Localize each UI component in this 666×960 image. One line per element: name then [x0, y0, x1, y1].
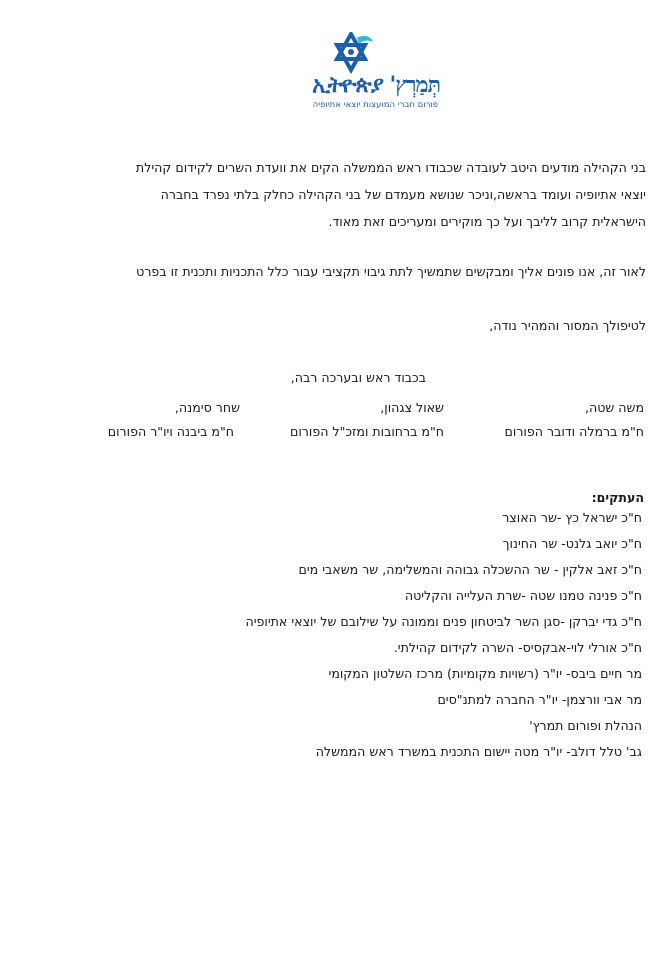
signatory-name: שחר סימנה, — [174, 400, 240, 415]
copy-item: מר אבי וורצמן- יו"ר החברה למתנ"סים — [437, 692, 642, 707]
signatory-name: משה שטה, — [584, 400, 644, 415]
signatory-role: ח"מ ברחובות ומזכ"ל הפורום — [290, 424, 444, 439]
body-line-2: יוצאי אתיופיה ועומד בראשה,וניכר שנושא מעמדם של בני הקהילה כחלק בלתי נפרד בחברה — [160, 187, 646, 202]
body-line-5: לטיפולך המסור והמהיר נודה, — [489, 318, 646, 333]
signatory-name: שאול צגהון, — [380, 400, 444, 415]
copy-item: גב' טלל דולב- יו"ר מטה יישום התכנית במשרד ראש הממשלה — [315, 744, 642, 759]
logo-wordmark: תְּמַרְץ' ኢትዮጵያ — [312, 72, 440, 98]
star-of-david-icon — [325, 32, 377, 76]
copy-item: מר חיים ביבס- יו"ר (רשויות מקומיות) מרכז השלטון המקומי — [328, 666, 642, 681]
copy-item: ח"כ יואב גלנט- שר החינוך — [502, 536, 642, 551]
copies-title: העתקים: — [591, 490, 644, 505]
closing-line: בכבוד ראש ובערכה רבה, — [290, 370, 426, 385]
body-line-1: בני הקהילה מודעים היטב לעובדה שכבודו ראש הממשלה הקים את וועדת השרים לקידום קהילת — [135, 160, 646, 175]
copy-item: ח"כ אורלי לוי-אבקסיס- השרה לקידום קהילתי. — [393, 640, 642, 655]
signatory-role: ח"מ ברמלה ודובר הפורום — [504, 424, 644, 439]
copy-item: ח"כ פנינה טמנו שטה -שרת העלייה והקליטה — [404, 588, 642, 603]
body-line-3: הישראלית קרוב לליבך ועל כך מוקירים ומעריכים זאת מאוד. — [328, 214, 646, 229]
body-line-4: לאור זה, אנו פונים אליך ומבקשים שתמשיך לתת גיבוי תקציבי עבור כלל התכניות ותכנית זו בפרט — [136, 264, 646, 279]
copy-item: ח"כ זאב אלקין - שר ההשכלה גבוהה והמשלימה, שר משאבי מים — [298, 562, 642, 577]
copy-item: ח"כ גדי יברקן -סגן השר לביטחון פנים וממונה על שילובם של יוצאי אתיופיה — [245, 614, 642, 629]
forum-logo — [270, 32, 440, 112]
copy-item: הנהלת ופורום תמרץ' — [529, 718, 642, 733]
copy-item: ח"כ ישראל כץ -שר האוצר — [502, 510, 642, 525]
logo-subtitle: פורום חברי המועצות יוצאי אתיופיה — [312, 100, 438, 110]
signatory-role: ח"מ ביבנה ויו"ר הפורום — [107, 424, 234, 439]
